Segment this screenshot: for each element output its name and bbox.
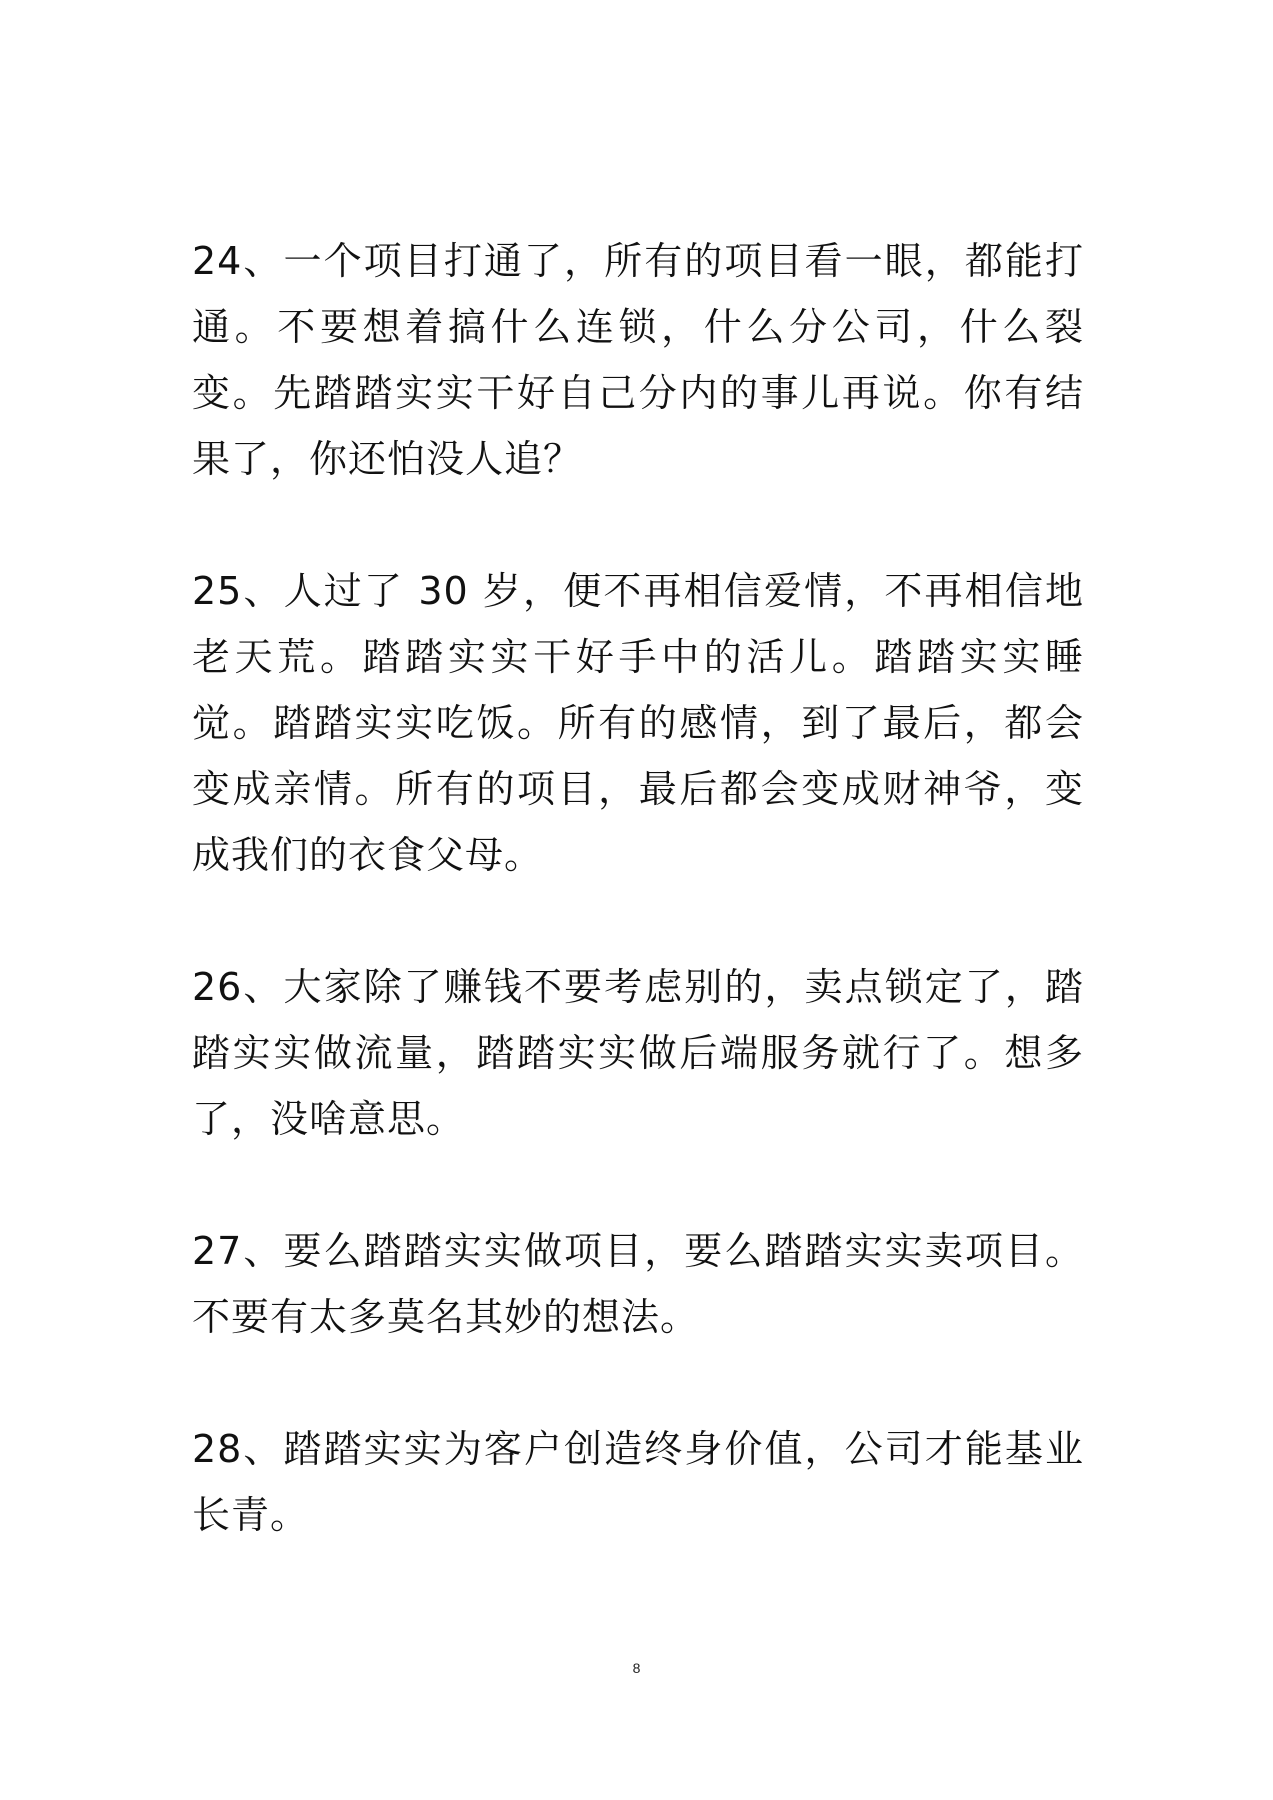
paragraph-26: 26、大家除了赚钱不要考虑别的，卖点锁定了，踏踏实实做流量，踏踏实实做后端服务就行了。想多了，没啥意思。	[192, 965, 1084, 1141]
page-number: 8	[632, 1660, 641, 1676]
paragraph-24: 24、一个项目打通了，所有的项目看一眼，都能打通。不要想着搞什么连锁，什么分公司，什么裂变。先踏踏实实干好自己分内的事儿再说。你有结果了，你还怕没人追？	[192, 239, 1084, 481]
paragraph-25: 25、人过了 30 岁，便不再相信爱情，不再相信地老天荒。踏踏实实干好手中的活儿。踏踏实实睡觉。踏踏实实吃饭。所有的感情，到了最后，都会变成亲情。所有的项目，最后都会变成财神爷，变成我们的衣食父母。	[192, 569, 1084, 877]
paragraph-28: 28、踏踏实实为客户创造终身价值，公司才能基业长青。	[192, 1427, 1084, 1537]
paragraph-27: 27、要么踏踏实实做项目，要么踏踏实实卖项目。不要有太多莫名其妙的想法。	[192, 1229, 1084, 1339]
document-body	[192, 228, 1084, 1548]
